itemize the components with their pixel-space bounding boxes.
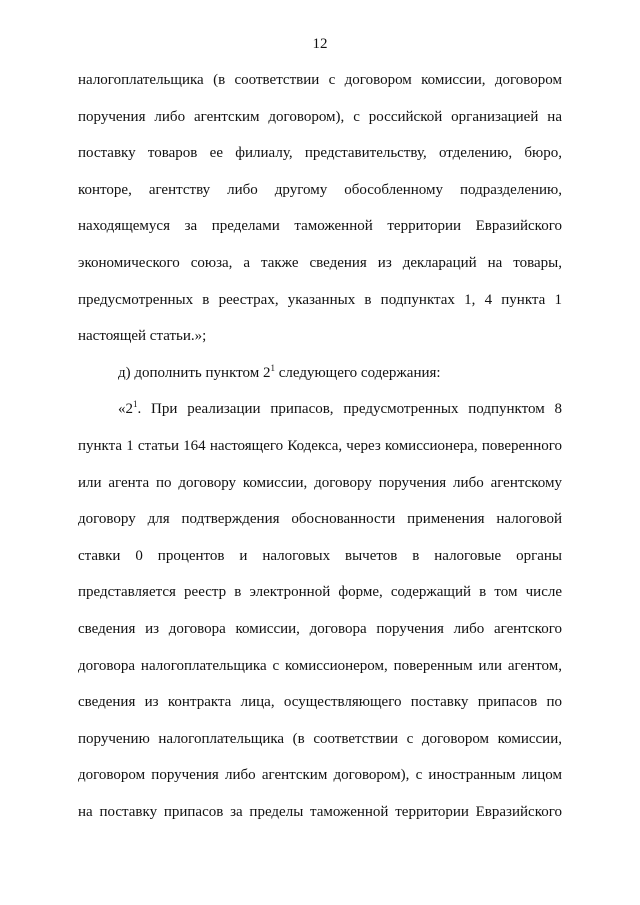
new-point-first-line bbox=[78, 399, 562, 436]
text-line: экономического союза, а также сведения из деклараций на товары, bbox=[78, 254, 562, 271]
text-line: представляется реестр в электронной форме, содержащий в том числе bbox=[78, 584, 562, 601]
text-line: договором поручения либо агентским договором), с иностранным лицом bbox=[78, 767, 562, 784]
text-line: договору для подтверждения обоснованности применения налоговой bbox=[78, 511, 562, 528]
text-line: поручению налогоплательщика (в соответствии с договором комиссии, bbox=[78, 730, 562, 747]
document-body bbox=[78, 70, 562, 838]
amendment-item-d bbox=[78, 363, 562, 400]
text-line: пункта 1 статьи 164 настоящего Кодекса, через комиссионера, поверенного bbox=[78, 437, 562, 454]
new-point-first-text: . При реализации припасов, предусмотренных подпунктом 8 bbox=[137, 401, 562, 418]
text-line: сведения из договора комиссии, договора поручения либо агентского bbox=[78, 620, 562, 637]
text-line: поручения либо агентским договором), с российской организацией на bbox=[78, 108, 562, 125]
text-line: налогоплательщика (в соответствии с договором комиссии, договором bbox=[78, 72, 562, 88]
text-line: поставку товаров ее филиалу, представительству, отделению, бюро, bbox=[78, 145, 562, 162]
text-line: договора налогоплательщика с комиссионером, поверенным или агентом, bbox=[78, 657, 562, 674]
text-line: или агента по договору комиссии, договору поручения либо агентскому bbox=[78, 474, 562, 491]
text-line: находящемуся за пределами таможенной территории Евразийского bbox=[78, 218, 562, 235]
page-number: 12 bbox=[312, 36, 328, 52]
text-line: сведения из контракта лица, осуществляющего поставку припасов по bbox=[78, 694, 562, 711]
text-line: конторе, агентству либо другому обособленному подразделению, bbox=[78, 181, 562, 198]
amendment-item-d-tail: следующего содержания: bbox=[274, 364, 441, 381]
amendment-item-d-text: д) дополнить пунктом 2 bbox=[118, 364, 271, 381]
text-line: предусмотренных в реестрах, указанных в подпунктах 1, 4 пункта 1 bbox=[78, 291, 562, 308]
text-line: на поставку припасов за пределы таможенной территории Евразийского bbox=[78, 803, 562, 820]
superscript-index: 1 bbox=[270, 362, 275, 373]
text-line: ставки 0 процентов и налоговых вычетов в налоговые органы bbox=[78, 547, 562, 564]
text-line-last: настоящей статьи.»; bbox=[78, 328, 207, 345]
new-point-number: «2 bbox=[118, 401, 133, 418]
superscript-index: 1 bbox=[133, 399, 138, 410]
